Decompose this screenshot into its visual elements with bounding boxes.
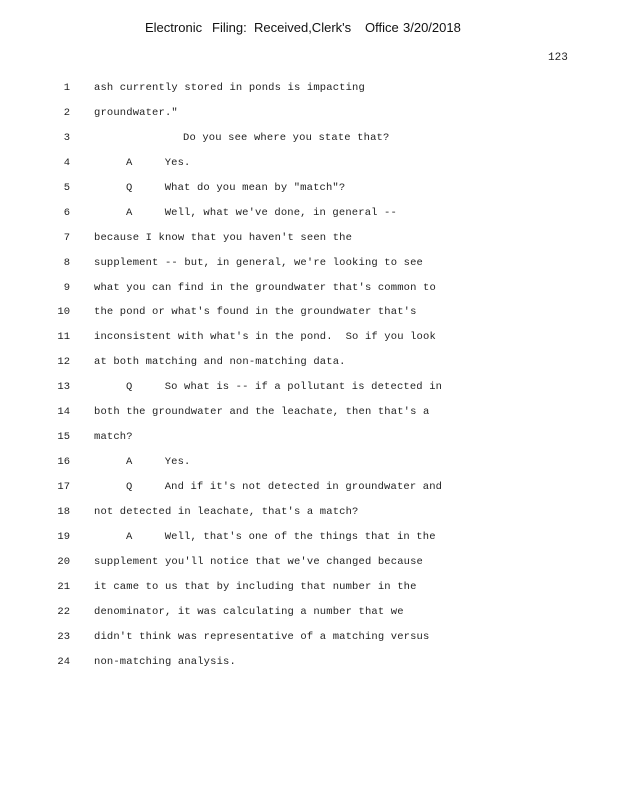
line-number: 11 (57, 331, 70, 343)
line-text: supplement -- but, in general, we're looking to see (94, 257, 424, 269)
line-number: 1 (63, 82, 70, 94)
transcript-line (0, 282, 618, 300)
line-number: 6 (63, 207, 70, 219)
line-text: non-matching analysis. (94, 656, 236, 668)
transcript-line (0, 606, 618, 624)
line-text: not detected in leachate, that's a match? (94, 506, 359, 518)
line-text: didn't think was representative of a matching versus (94, 631, 430, 643)
line-text: both the groundwater and the leachate, then that's a (94, 406, 430, 418)
transcript-line (0, 356, 618, 374)
transcript-line (0, 132, 618, 150)
transcript-line (0, 481, 618, 499)
line-text: Q And if it's not detected in groundwater and (126, 481, 443, 493)
header-date: 3/20/2018 (403, 20, 461, 35)
line-text: A Well, that's one of the things that in the (126, 531, 436, 543)
line-number: 14 (57, 406, 70, 418)
line-number: 13 (57, 381, 70, 393)
line-number: 5 (63, 182, 70, 194)
transcript-line (0, 306, 618, 324)
line-text: Do you see where you state that? (183, 132, 390, 144)
line-text: A Yes. (126, 157, 191, 169)
line-number: 16 (57, 456, 70, 468)
transcript-line (0, 581, 618, 599)
line-number: 3 (63, 132, 70, 144)
transcript-line (0, 406, 618, 424)
transcript-line (0, 232, 618, 250)
line-number: 2 (63, 107, 70, 119)
transcript-line (0, 656, 618, 674)
transcript-line (0, 331, 618, 349)
line-text: denominator, it was calculating a number that we (94, 606, 404, 618)
line-text: at both matching and non-matching data. (94, 356, 346, 368)
line-text: what you can find in the groundwater that's common to (94, 282, 436, 294)
transcript-line (0, 257, 618, 275)
line-number: 22 (57, 606, 70, 618)
transcript-line (0, 531, 618, 549)
transcript-line (0, 107, 618, 125)
line-number: 12 (57, 356, 70, 368)
line-number: 8 (63, 257, 70, 269)
transcript-line (0, 431, 618, 449)
line-text: Q What do you mean by "match"? (126, 182, 346, 194)
line-number: 4 (63, 157, 70, 169)
line-number: 15 (57, 431, 70, 443)
line-text: A Yes. (126, 456, 191, 468)
transcript-line (0, 207, 618, 225)
line-text: it came to us that by including that number in the (94, 581, 417, 593)
line-text: ash currently stored in ponds is impacting (94, 82, 365, 94)
line-text: A Well, what we've done, in general -- (126, 207, 397, 219)
header-electronic: Electronic (145, 20, 203, 35)
line-text: Q So what is -- if a pollutant is detected in (126, 381, 443, 393)
header-filing: Filing: (212, 20, 247, 35)
line-text: the pond or what's found in the groundwater that's (94, 306, 417, 318)
transcript-line (0, 556, 618, 574)
line-text: supplement you'll notice that we've changed because (94, 556, 424, 568)
transcript-line (0, 157, 618, 175)
line-number: 10 (57, 306, 70, 318)
transcript-line (0, 506, 618, 524)
line-text: groundwater." (94, 107, 178, 119)
transcript-line (0, 456, 618, 474)
line-text: inconsistent with what's in the pond. So if you look (94, 331, 436, 343)
line-number: 18 (57, 506, 70, 518)
line-number: 7 (63, 232, 70, 244)
line-number: 20 (57, 556, 70, 568)
line-text: because I know that you haven't seen the (94, 232, 353, 244)
transcript-line (0, 631, 618, 649)
transcript-line (0, 381, 618, 399)
line-number: 19 (57, 531, 70, 543)
header-received: Received,Clerk's (254, 20, 352, 35)
transcript-line (0, 82, 618, 100)
line-number: 17 (57, 481, 70, 493)
line-number: 23 (57, 631, 70, 643)
line-text: match? (94, 431, 133, 443)
line-number: 21 (57, 581, 70, 593)
line-number: 9 (63, 282, 70, 294)
line-number: 24 (57, 656, 70, 668)
transcript-line (0, 182, 618, 200)
page-number: 123 (548, 52, 568, 64)
header-office: Office (365, 20, 399, 35)
